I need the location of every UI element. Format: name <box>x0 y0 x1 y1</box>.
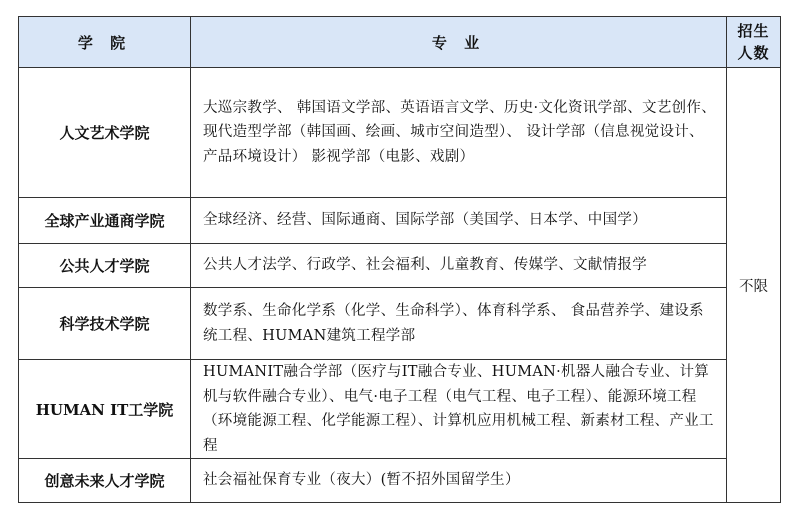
header-quota-line2: 人数 <box>737 44 770 62</box>
table-row <box>19 459 781 503</box>
college-name: HUMAN IT工学院 <box>19 360 191 459</box>
college-name: 创意未来人才学院 <box>19 459 191 503</box>
college-name: 科学技术学院 <box>19 288 191 360</box>
majors-list: HUMANIT融合学部（医疗与IT融合专业、HUMAN·机器人融合专业、计算机与软件融合专业）、电气·电子工程（电气工程、电子工程）、能源环境工程（环境能源工程、化学能源工程）、计算机应用机械工程、新素材工程、产业工程 <box>191 360 727 459</box>
table-row <box>19 68 781 198</box>
table-row <box>19 360 781 459</box>
header-quota-line1: 招生 <box>737 22 770 40</box>
majors-list: 全球经济、经营、国际通商、国际学部（美国学、日本学、中国学） <box>191 198 727 244</box>
header-major: 专 业 <box>191 17 727 68</box>
quota-value: 不限 <box>727 68 781 503</box>
header-college: 学 院 <box>19 17 191 68</box>
table-row <box>19 288 781 360</box>
table-row <box>19 244 781 288</box>
college-name: 全球产业通商学院 <box>19 198 191 244</box>
majors-list: 数学系、生命化学系（化学、生命科学）、体育科学系、 食品营养学、建设系统工程、HUMAN建筑工程学部 <box>191 288 727 360</box>
majors-list: 大巡宗教学、 韩国语文学部、英语语言文学、历史·文化资讯学部、文艺创作、 现代造型学部（韩国画、绘画、城市空间造型）、 设计学部（信息视觉设计、产品环境设计） 影视学部（电影、戏剧） <box>191 68 727 198</box>
admissions-table <box>18 16 781 503</box>
majors-list: 社会福祉保育专业（夜大）(暂不招外国留学生） <box>191 459 727 503</box>
table-row <box>19 198 781 244</box>
college-name: 人文艺术学院 <box>19 68 191 198</box>
college-name: 公共人才学院 <box>19 244 191 288</box>
majors-list: 公共人才法学、行政学、社会福利、儿童教育、传媒学、文献情报学 <box>191 244 727 288</box>
header-quota <box>727 17 781 68</box>
table-header-row <box>19 17 781 68</box>
